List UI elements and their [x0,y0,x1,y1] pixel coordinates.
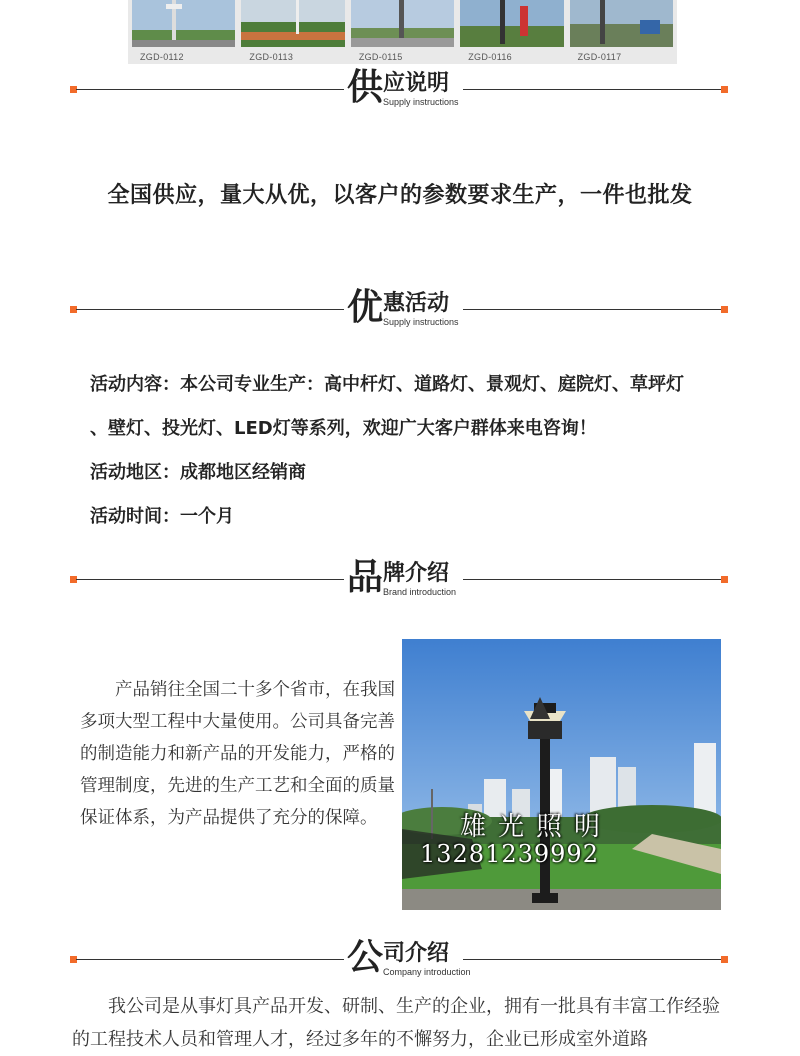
divider-line [76,579,344,580]
section-title-initial: 供 [347,67,384,108]
section-title: 应说明 [383,71,450,96]
thumbnail-code: ZGD-0112 [140,52,184,62]
thumbnail-photo [460,0,563,47]
section-header-company [70,937,730,980]
thumbnail-photo [241,0,344,47]
product-thumbnail[interactable] [570,0,673,64]
section-subtitle: Supply instructions [383,97,459,107]
thumbnail-code: ZGD-0116 [468,52,512,62]
section-title: 惠活动 [383,291,450,316]
divider-line [76,309,344,310]
section-title: 司介绍 [383,941,450,966]
thumbnail-photo [351,0,454,47]
brand-description: 产品销往全国二十多个省市，在我国多项大型工程中大量使用。公司具备完善的制造能力和新产品的开发能力，严格的管理制度，先进的生产工艺和全面的质量保证体系，为产品提供了充分的保障。 [80,680,395,828]
divider-line [463,579,721,580]
company-description: 我公司是从事灯具产品开发、研制、生产的企业，拥有一批具有丰富工作经验的工程技术人员和管理人才，经过多年的不懈努力，企业已形成室外道路 [72,996,720,1050]
street-lamp-photo [402,639,721,910]
thumbnail-code: ZGD-0115 [358,52,403,62]
divider-line [76,89,344,90]
divider-line [463,959,721,960]
divider-line [76,959,344,960]
section-subtitle: Supply instructions [383,317,459,327]
promo-line: 活动内容：本公司专业生产：高中杆灯、道路灯、景观灯、庭院灯、草坪灯 [90,374,684,395]
thumbnail-photo [132,0,235,47]
divider-line [463,309,721,310]
orange-square-icon [721,306,728,313]
promo-line: 活动时间：一个月 [90,506,234,527]
product-thumbnail[interactable] [132,0,235,64]
section-subtitle: Company introduction [383,967,471,977]
photo-watermark-phone: 13281239992 [420,840,599,868]
orange-square-icon [721,956,728,963]
orange-square-icon [721,86,728,93]
section-title-initial: 品 [347,557,384,598]
section-title-initial: 公 [347,937,384,978]
promo-line: 活动地区：成都地区经销商 [90,462,306,483]
product-thumbnail[interactable] [460,0,563,64]
section-title: 牌介绍 [383,561,450,586]
section-header-promo [70,287,730,330]
thumbnail-code: ZGD-0117 [577,52,622,62]
promo-line: 、壁灯、投光灯、LED灯等系列，欢迎广大客户群体来电咨询！ [90,418,597,439]
section-header-brand [70,557,730,600]
orange-square-icon [721,576,728,583]
section-subtitle: Brand introduction [383,587,457,597]
product-thumbnail[interactable] [351,0,454,64]
thumbnail-code: ZGD-0113 [249,52,294,62]
supply-description: 全国供应，量大从优，以客户的参数要求生产，一件也批发 [107,183,693,208]
thumbnail-photo [570,0,673,47]
product-thumbnail[interactable] [241,0,344,64]
section-header-supply [70,67,730,110]
product-thumbnail-strip [128,0,677,64]
photo-watermark-name: 雄光照明 [460,812,613,842]
divider-line [463,89,721,90]
section-title-initial: 优 [347,287,384,328]
